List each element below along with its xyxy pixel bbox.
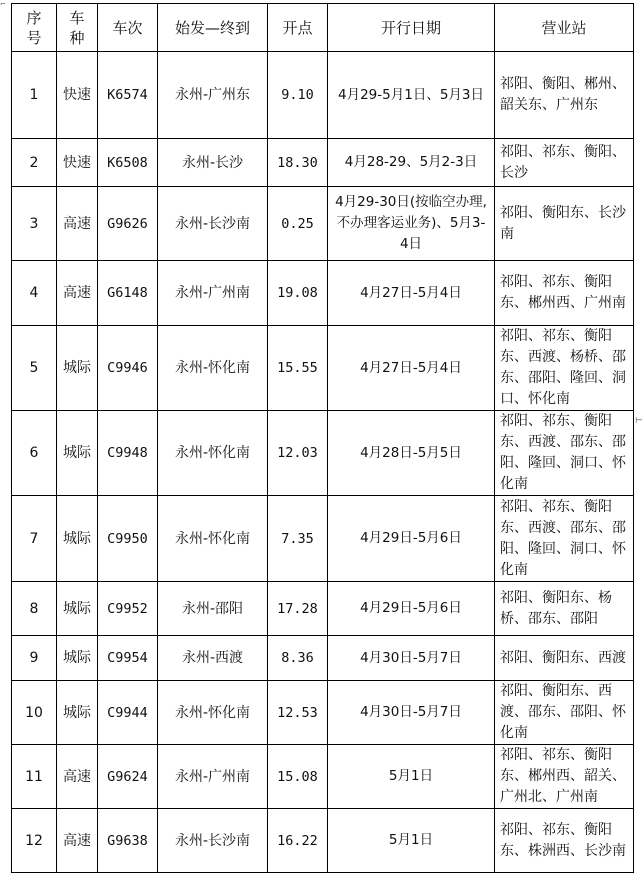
table-row xyxy=(12,809,634,873)
table-row xyxy=(12,139,634,187)
cell-stations: 祁阳、衡阳东、西渡、邵东、邵阳、怀化南 xyxy=(495,681,634,745)
cell-route: 永州-长沙 xyxy=(158,139,268,187)
cell-depart: 0.25 xyxy=(268,187,328,261)
cell-dates: 4月29-5月1日、5月3日 xyxy=(328,52,495,139)
cell-train: G9624 xyxy=(98,745,158,809)
cell-train: C9952 xyxy=(98,582,158,636)
cell-dates: 4月28-29、5月2-3日 xyxy=(328,139,495,187)
header-dates: 开行日期 xyxy=(328,4,495,52)
cell-seq: 7 xyxy=(12,496,57,582)
cell-dates: 5月1日 xyxy=(328,745,495,809)
cell-stations: 祁阳、衡阳东、西渡 xyxy=(495,636,634,681)
cell-type: 高速 xyxy=(57,261,98,326)
cell-stations: 祁阳、祁东、衡阳、长沙 xyxy=(495,139,634,187)
cell-type: 城际 xyxy=(57,326,98,411)
cell-stations: 祁阳、祁东、衡阳东、西渡、杨桥、邵东、邵阳、隆回、洞口、怀化南 xyxy=(495,326,634,411)
cell-train: K6574 xyxy=(98,52,158,139)
cell-route: 永州-长沙南 xyxy=(158,809,268,873)
edge-marker-icon: ⊢ xyxy=(635,416,643,426)
cell-stations: 祁阳、祁东、衡阳东、郴州西、广州南 xyxy=(495,261,634,326)
table-row xyxy=(12,261,634,326)
cell-type: 城际 xyxy=(57,636,98,681)
cell-type: 快速 xyxy=(57,52,98,139)
cell-depart: 8.36 xyxy=(268,636,328,681)
cell-seq: 11 xyxy=(12,745,57,809)
cell-route: 永州-长沙南 xyxy=(158,187,268,261)
cell-route: 永州-邵阳 xyxy=(158,582,268,636)
header-seq: 序号 xyxy=(12,4,57,52)
cell-depart: 7.35 xyxy=(268,496,328,582)
cell-depart: 17.28 xyxy=(268,582,328,636)
cell-dates: 5月1日 xyxy=(328,809,495,873)
cell-route: 永州-怀化南 xyxy=(158,326,268,411)
header-stations: 营业站 xyxy=(495,4,634,52)
header-train: 车次 xyxy=(98,4,158,52)
cell-train: G9626 xyxy=(98,187,158,261)
cell-dates: 4月27日-5月4日 xyxy=(328,326,495,411)
cell-seq: 1 xyxy=(12,52,57,139)
cell-seq: 5 xyxy=(12,326,57,411)
cell-depart: 18.30 xyxy=(268,139,328,187)
cell-stations: 祁阳、祁东、衡阳东、西渡、邵东、邵阳、隆回、洞口、怀化南 xyxy=(495,411,634,496)
cell-dates: 4月30日-5月7日 xyxy=(328,636,495,681)
cell-depart: 19.08 xyxy=(268,261,328,326)
cell-seq: 9 xyxy=(12,636,57,681)
table-row xyxy=(12,582,634,636)
corner-marker-icon: ⌐ xyxy=(0,0,6,8)
cell-seq: 3 xyxy=(12,187,57,261)
cell-dates: 4月29-30日(按临空办理,不办理客运业务)、5月3-4日 xyxy=(328,187,495,261)
cell-seq: 12 xyxy=(12,809,57,873)
cell-seq: 2 xyxy=(12,139,57,187)
cell-train: K6508 xyxy=(98,139,158,187)
cell-type: 高速 xyxy=(57,809,98,873)
cell-stations: 祁阳、衡阳东、长沙南 xyxy=(495,187,634,261)
cell-route: 永州-怀化南 xyxy=(158,411,268,496)
train-schedule-table xyxy=(11,3,634,873)
cell-type: 城际 xyxy=(57,496,98,582)
cell-type: 城际 xyxy=(57,681,98,745)
cell-train: G6148 xyxy=(98,261,158,326)
table-row xyxy=(12,187,634,261)
cell-seq: 4 xyxy=(12,261,57,326)
table-row xyxy=(12,52,634,139)
cell-route: 永州-怀化南 xyxy=(158,681,268,745)
cell-dates: 4月28日-5月5日 xyxy=(328,411,495,496)
cell-seq: 10 xyxy=(12,681,57,745)
cell-stations: 祁阳、祁东、衡阳东、郴州西、韶关、广州北、广州南 xyxy=(495,745,634,809)
table-row xyxy=(12,745,634,809)
cell-train: C9946 xyxy=(98,326,158,411)
cell-type: 高速 xyxy=(57,187,98,261)
cell-stations: 祁阳、衡阳东、杨桥、邵东、邵阳 xyxy=(495,582,634,636)
cell-train: C9954 xyxy=(98,636,158,681)
cell-depart: 15.55 xyxy=(268,326,328,411)
cell-route: 永州-西渡 xyxy=(158,636,268,681)
cell-depart: 12.53 xyxy=(268,681,328,745)
cell-stations: 祁阳、祁东、衡阳东、西渡、邵东、邵阳、隆回、洞口、怀化南 xyxy=(495,496,634,582)
table-header-row xyxy=(12,4,634,52)
header-route: 始发—终到 xyxy=(158,4,268,52)
cell-dates: 4月27日-5月4日 xyxy=(328,261,495,326)
cell-seq: 8 xyxy=(12,582,57,636)
cell-dates: 4月29日-5月6日 xyxy=(328,582,495,636)
cell-route: 永州-广州南 xyxy=(158,745,268,809)
cell-depart: 12.03 xyxy=(268,411,328,496)
cell-type: 城际 xyxy=(57,582,98,636)
cell-train: C9950 xyxy=(98,496,158,582)
table-row xyxy=(12,681,634,745)
cell-type: 高速 xyxy=(57,745,98,809)
cell-dates: 4月29日-5月6日 xyxy=(328,496,495,582)
table-row xyxy=(12,496,634,582)
cell-stations: 祁阳、祁东、衡阳东、株洲西、长沙南 xyxy=(495,809,634,873)
table-row xyxy=(12,636,634,681)
table-row xyxy=(12,326,634,411)
cell-depart: 9.10 xyxy=(268,52,328,139)
cell-train: C9948 xyxy=(98,411,158,496)
cell-route: 永州-广州南 xyxy=(158,261,268,326)
header-depart: 开点 xyxy=(268,4,328,52)
cell-train: G9638 xyxy=(98,809,158,873)
cell-route: 永州-怀化南 xyxy=(158,496,268,582)
cell-route: 永州-广州东 xyxy=(158,52,268,139)
cell-depart: 16.22 xyxy=(268,809,328,873)
cell-type: 城际 xyxy=(57,411,98,496)
header-type: 车种 xyxy=(57,4,98,52)
cell-stations: 祁阳、衡阳、郴州、韶关东、广州东 xyxy=(495,52,634,139)
cell-train: C9944 xyxy=(98,681,158,745)
cell-seq: 6 xyxy=(12,411,57,496)
cell-dates: 4月30日-5月7日 xyxy=(328,681,495,745)
cell-depart: 15.08 xyxy=(268,745,328,809)
cell-type: 快速 xyxy=(57,139,98,187)
table-row xyxy=(12,411,634,496)
